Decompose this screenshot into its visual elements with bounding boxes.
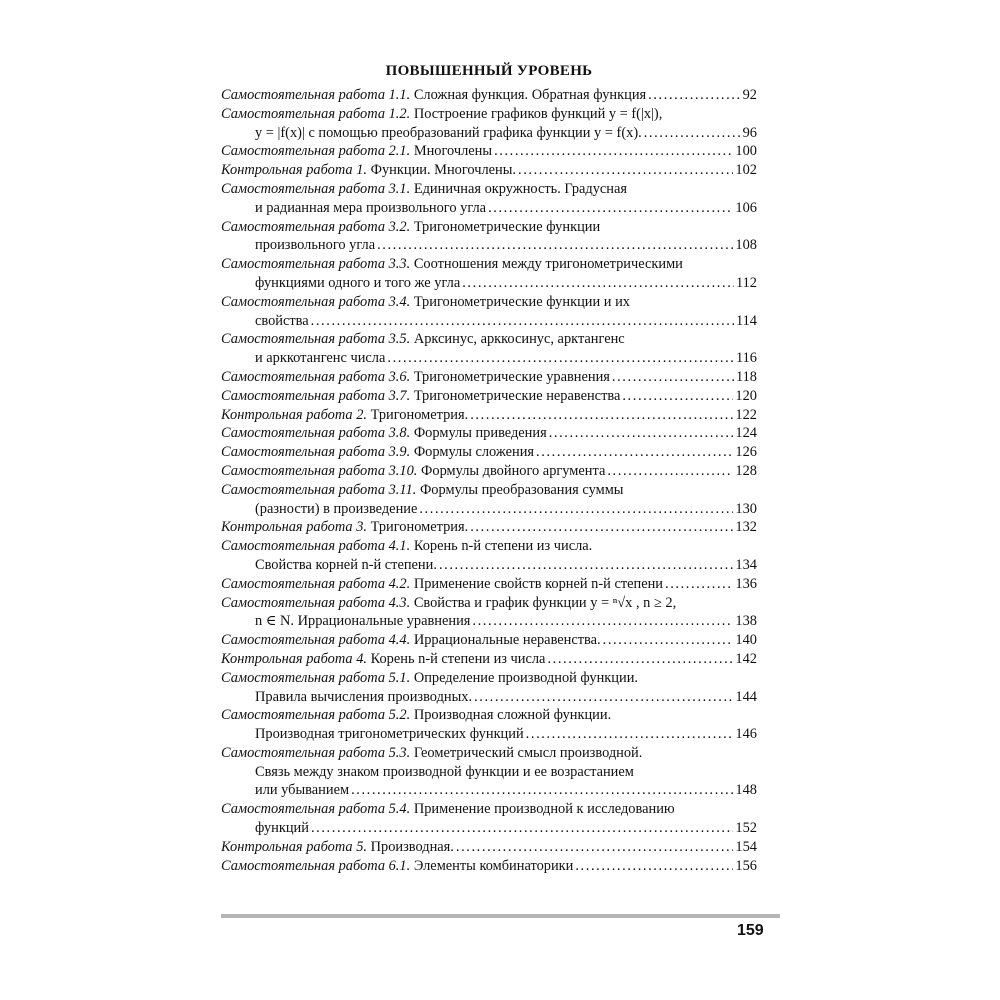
entry-page: 92 — [742, 87, 757, 103]
footer-rule — [221, 914, 780, 918]
toc-entry — [221, 518, 757, 537]
dot-leader — [470, 518, 733, 537]
entry-title: Арксинус, арккосинус, арктангенс — [413, 331, 625, 348]
page-number: 159 — [737, 922, 764, 939]
entry-title: произвольного угла — [255, 237, 376, 254]
dot-leader — [472, 612, 733, 631]
toc-entry — [221, 575, 757, 594]
dot-leader — [518, 161, 733, 180]
toc-entry — [221, 161, 757, 180]
dot-leader — [536, 443, 733, 462]
entry-title: Применение свойств корней n-й степени — [413, 575, 663, 592]
entry-page: 102 — [735, 162, 757, 179]
toc-entry — [221, 706, 757, 744]
toc-line — [221, 199, 757, 218]
toc-entry — [221, 594, 757, 632]
entry-page: 140 — [735, 632, 757, 649]
entry-title: Построение графиков функций y = f(|x|), — [413, 105, 663, 122]
entry-page: 122 — [735, 406, 757, 423]
entry-page: 96 — [742, 124, 757, 141]
toc-entry — [221, 857, 757, 876]
entry-label: Самостоятельная работа 3.6. — [221, 368, 411, 385]
toc-line — [221, 349, 757, 368]
entry-label: Самостоятельная работа 1.1. — [221, 87, 411, 103]
entry-label: Самостоятельная работа 5.3. — [221, 744, 411, 761]
toc-line — [221, 368, 757, 387]
entry-title: Формулы двойного аргумента — [421, 462, 606, 479]
toc-entry — [221, 142, 757, 161]
entry-label: Самостоятельная работа 3.9. — [221, 444, 411, 461]
toc-line — [221, 218, 757, 237]
entry-label: Самостоятельная работа 3.11. — [221, 481, 417, 498]
toc-line — [221, 424, 757, 443]
toc-line — [221, 406, 757, 425]
entry-page: 114 — [735, 312, 757, 329]
entry-label: Самостоятельная работа 3.10. — [221, 462, 418, 479]
toc-line — [221, 819, 757, 838]
entry-title: Корень n-й степени из числа — [370, 650, 546, 667]
dot-leader — [311, 312, 734, 331]
entry-title: Функции. Многочлены. — [370, 162, 516, 179]
entry-page: 108 — [735, 237, 757, 254]
toc-line — [221, 706, 757, 725]
toc-line — [221, 387, 757, 406]
entry-title: (разности) в произведение — [255, 500, 418, 517]
toc-line — [221, 669, 757, 688]
toc-line — [221, 161, 757, 180]
toc-line — [221, 293, 757, 312]
entry-title: Производная сложной функции. — [413, 707, 612, 724]
entry-title: функций — [255, 820, 309, 837]
entry-title: Применение производной к исследованию — [413, 801, 675, 818]
dot-leader — [603, 631, 734, 650]
toc-line — [221, 180, 757, 199]
entry-page: 136 — [735, 575, 757, 592]
toc-line — [221, 274, 757, 293]
toc-entry — [221, 462, 757, 481]
toc-line — [221, 857, 757, 876]
toc-line — [221, 781, 757, 800]
entry-label: Контрольная работа 5. — [221, 838, 367, 855]
toc-entry — [221, 669, 757, 707]
entry-page: 156 — [735, 857, 757, 874]
toc-entry — [221, 293, 757, 331]
entry-label: Самостоятельная работа 3.5. — [221, 331, 411, 348]
toc-line — [221, 500, 757, 519]
dot-leader — [456, 838, 734, 857]
toc-line — [221, 462, 757, 481]
entry-title: Свойства и график функции y = ⁿ√x , n ≥ 2, — [413, 594, 677, 611]
entry-page: 112 — [735, 274, 757, 291]
entry-page: 116 — [735, 350, 757, 367]
toc-entry — [221, 744, 757, 800]
toc-entry — [221, 330, 757, 368]
entry-label: Самостоятельная работа 1.2. — [221, 105, 411, 122]
dot-leader — [387, 349, 734, 368]
dot-leader — [351, 781, 733, 800]
entry-page: 144 — [735, 688, 757, 705]
toc-line — [221, 142, 757, 161]
entry-page: 106 — [735, 199, 757, 216]
entry-page: 148 — [735, 782, 757, 799]
entry-title: Определение производной функции. — [413, 669, 638, 686]
dot-leader — [470, 406, 733, 425]
toc-line — [221, 650, 757, 669]
dot-leader — [474, 688, 733, 707]
entry-title: Формулы преобразования суммы — [419, 481, 624, 498]
toc-line — [221, 575, 757, 594]
entry-page: 120 — [735, 387, 757, 404]
entry-title: Тригонометрические неравенства — [413, 387, 621, 404]
entry-page: 124 — [735, 425, 757, 442]
toc-entry — [221, 800, 757, 838]
dot-leader — [526, 725, 734, 744]
entry-title: Производная. — [370, 838, 454, 855]
toc-line — [221, 800, 757, 819]
entry-label: Самостоятельная работа 4.2. — [221, 575, 411, 592]
dot-leader — [439, 556, 733, 575]
toc-line — [221, 312, 757, 331]
entry-title: функциями одного и того же угла — [255, 274, 461, 291]
dot-leader — [648, 86, 740, 105]
dot-leader — [665, 575, 733, 594]
entry-label: Самостоятельная работа 5.2. — [221, 707, 411, 724]
toc-page — [221, 60, 757, 875]
toc-line — [221, 124, 757, 143]
toc-line — [221, 631, 757, 650]
toc-line — [221, 612, 757, 631]
entry-label: Контрольная работа 2. — [221, 406, 367, 423]
entry-title: y = |f(x)| с помощью преобразований графика функции y = f(x). — [255, 124, 642, 141]
dot-leader — [494, 142, 733, 161]
entry-label: Самостоятельная работа 3.1. — [221, 180, 411, 197]
toc-line — [221, 838, 757, 857]
toc-entry — [221, 105, 757, 143]
entry-title: Элементы комбинаторики — [413, 857, 574, 874]
entry-title: и арккотангенс числа — [255, 350, 386, 367]
entry-label: Самостоятельная работа 3.3. — [221, 256, 411, 273]
entry-title: Корень n-й степени из числа. — [413, 538, 593, 555]
toc-entry — [221, 180, 757, 218]
entry-label: Самостоятельная работа 3.8. — [221, 425, 411, 442]
toc-entry — [221, 631, 757, 650]
entry-title: Тригонометрические функции — [413, 218, 601, 235]
entry-title: Геометрический смысл производной. — [413, 744, 643, 761]
toc-entry — [221, 406, 757, 425]
dot-leader — [462, 274, 734, 293]
entry-label: Контрольная работа 4. — [221, 650, 367, 667]
dot-leader — [419, 500, 733, 519]
entry-label: Самостоятельная работа 6.1. — [221, 857, 411, 874]
toc-line — [221, 105, 757, 124]
toc-line — [221, 518, 757, 537]
toc-line — [221, 556, 757, 575]
entry-title: Тригонометрия. — [370, 406, 469, 423]
dot-leader — [549, 424, 734, 443]
entry-title: Сложная функция. Обратная функция — [413, 87, 647, 103]
entry-page: 152 — [735, 820, 757, 837]
toc-line — [221, 744, 757, 763]
toc-line — [221, 330, 757, 349]
entry-title: Иррациональные неравенства. — [413, 632, 601, 649]
dot-leader — [377, 236, 733, 255]
toc-entry — [221, 650, 757, 669]
dot-leader — [622, 387, 733, 406]
entry-page: 128 — [735, 462, 757, 479]
toc-entry — [221, 481, 757, 519]
entry-label: Самостоятельная работа 3.7. — [221, 387, 411, 404]
toc-entry — [221, 218, 757, 256]
dot-leader — [311, 819, 733, 838]
entry-title: Формулы сложения — [413, 444, 535, 461]
entry-title: и радианная мера произвольного угла — [255, 199, 487, 216]
entry-page: 130 — [735, 500, 757, 517]
entry-label: Самостоятельная работа 4.4. — [221, 632, 411, 649]
entry-title: n ∈ N. Иррациональные уравнения — [255, 613, 471, 630]
entry-title: свойства — [255, 312, 309, 329]
entry-label: Самостоятельная работа 3.2. — [221, 218, 411, 235]
entry-label: Самостоятельная работа 3.4. — [221, 293, 411, 310]
toc-list — [221, 86, 757, 875]
toc-line — [221, 443, 757, 462]
toc-entry — [221, 387, 757, 406]
section-heading: ПОВЫШЕННЫЙ УРОВЕНЬ — [385, 63, 593, 79]
entry-label: Самостоятельная работа 2.1. — [221, 143, 411, 160]
entry-title: Формулы приведения — [413, 425, 547, 442]
entry-title: Свойства корней n-й степени. — [255, 556, 437, 573]
entry-page: 146 — [735, 726, 757, 743]
entry-title: Правила вычисления производных. — [255, 688, 473, 705]
entry-page: 134 — [735, 556, 757, 573]
dot-leader — [607, 462, 733, 481]
entry-page: 132 — [735, 519, 757, 536]
entry-label: Самостоятельная работа 5.4. — [221, 801, 411, 818]
entry-title: Тригонометрия. — [370, 519, 469, 536]
dot-leader — [547, 650, 733, 669]
toc-line — [221, 255, 757, 274]
entry-page: 126 — [735, 444, 757, 461]
toc-line — [221, 725, 757, 744]
entry-title: Соотношения между тригонометрическими — [413, 256, 683, 273]
dot-leader — [488, 199, 733, 218]
entry-title: Тригонометрические функции и их — [413, 293, 630, 310]
dot-leader — [575, 857, 733, 876]
entry-label: Контрольная работа 3. — [221, 519, 367, 536]
entry-page: 100 — [735, 143, 757, 160]
toc-line — [221, 688, 757, 707]
toc-line — [221, 481, 757, 500]
toc-entry — [221, 443, 757, 462]
toc-line — [221, 236, 757, 255]
toc-entry — [221, 838, 757, 857]
toc-line — [221, 86, 757, 105]
toc-entry — [221, 255, 757, 293]
entry-page: 118 — [735, 368, 757, 385]
entry-title: или убыванием — [255, 782, 350, 799]
toc-entry — [221, 86, 757, 105]
entry-title: Многочлены — [413, 143, 493, 160]
entry-title: Производная тригонометрических функций — [255, 726, 524, 743]
entry-page: 142 — [735, 650, 757, 667]
entry-page: 154 — [735, 838, 757, 855]
toc-entry — [221, 424, 757, 443]
dot-leader — [612, 368, 734, 387]
toc-line — [221, 594, 757, 613]
dot-leader — [644, 124, 741, 143]
entry-page: 138 — [735, 613, 757, 630]
toc-entry — [221, 368, 757, 387]
entry-title: Единичная окружность. Градусная — [413, 180, 628, 197]
entry-label: Самостоятельная работа 4.3. — [221, 594, 411, 611]
entry-label: Самостоятельная работа 5.1. — [221, 669, 411, 686]
toc-entry — [221, 537, 757, 575]
entry-label: Самостоятельная работа 4.1. — [221, 538, 411, 555]
entry-title: Тригонометрические уравнения — [413, 368, 610, 385]
entry-title: Связь между знаком производной функции и ее возрастанием — [255, 763, 634, 780]
toc-line — [221, 537, 757, 556]
entry-label: Контрольная работа 1. — [221, 162, 367, 179]
toc-line — [221, 763, 757, 782]
